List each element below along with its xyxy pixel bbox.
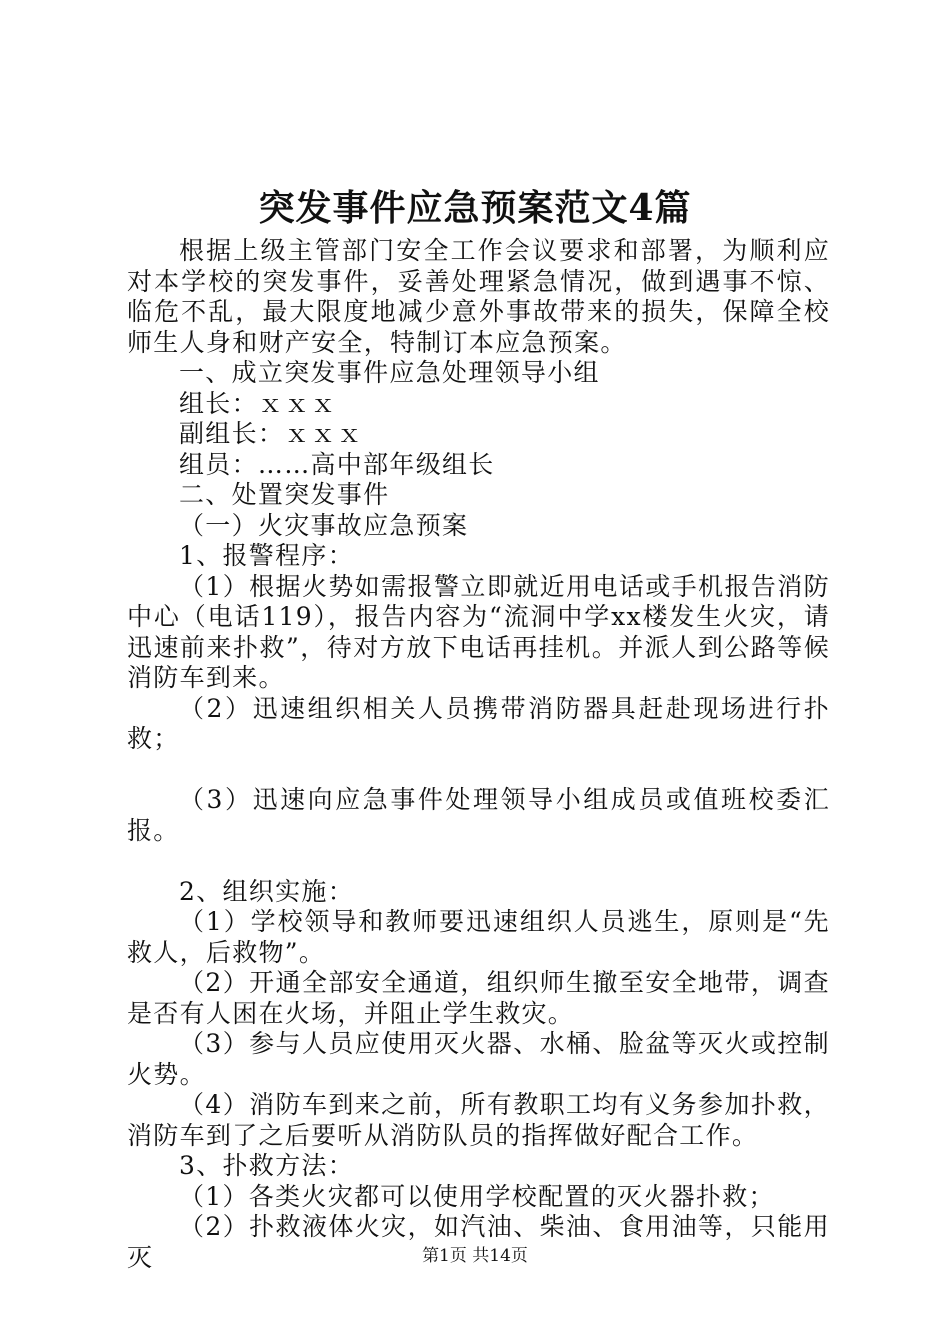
heading-fire-plan: （一）火灾事故应急预案	[179, 510, 469, 540]
paragraph-rescue-2: （2）扑救液体火灾，如汽油、柴油、食用油等，只能用灭	[127, 1212, 830, 1272]
page-footer: 第1页 共14页	[422, 1246, 528, 1266]
heading-section-1: 一、成立突发事件应急处理领导小组	[179, 358, 600, 387]
paragraph-organize-4: （4）消防车到来之前，所有教职工均有义务参加扑救，消防车到了之后要听从消防队员的指挥做好配合工作。	[127, 1090, 830, 1150]
spacer	[127, 846, 830, 877]
paragraph-alarm-2: （2）迅速组织相关人员携带消防器具赶赴现场进行扑救；	[127, 693, 830, 753]
paragraph-rescue-1: （1）各类火灾都可以使用学校配置的灭火器扑救；	[179, 1181, 775, 1211]
document-body	[127, 236, 830, 1273]
paragraph-alarm-1: （1）根据火势如需报警立即就近用电话或手机报告消防中心（电话119），报告内容为“流洞中学xx楼发生火灾，请迅速前来扑救”，待对方放下电话再挂机。并派人到公路等候消防车到来。	[127, 571, 830, 692]
heading-organize: 2、组织实施：	[179, 876, 355, 906]
heading-section-2: 二、处置突发事件	[179, 480, 390, 509]
paragraph-intro: 根据上级主管部门安全工作会议要求和部署，为顺利应对本学校的突发事件，妥善处理紧急情况，做到遇事不惊、临危不乱，最大限度地减少意外事故带来的损失，保障全校师生人身和财产安全，特制订本应急预案。	[127, 236, 830, 357]
paragraph-leader: 组长：ｘｘｘ	[179, 388, 337, 418]
paragraph-organize-1: （1）学校领导和教师要迅速组织人员逃生，原则是“先救人，后救物”。	[127, 907, 830, 967]
heading-rescue-methods: 3、扑救方法：	[179, 1151, 355, 1180]
paragraph-organize-2: （2）开通全部安全通道，组织师生撤至安全地带，调查是否有人困在火场，并阻止学生救灾。	[127, 968, 830, 1028]
heading-alarm-procedure: 1、报警程序：	[179, 541, 355, 570]
paragraph-members: 组员：……高中部年级组长	[179, 449, 495, 479]
spacer	[127, 755, 830, 786]
document-title: 突发事件应急预案范文4篇	[258, 187, 692, 229]
paragraph-deputy-leader: 副组长：ｘｘｘ	[179, 419, 364, 448]
paragraph-alarm-3: （3）迅速向应急事件处理领导小组成员或值班校委汇报。	[127, 785, 830, 845]
paragraph-organize-3: （3）参与人员应使用灭火器、水桶、脸盆等灭火或控制火势。	[127, 1029, 830, 1089]
